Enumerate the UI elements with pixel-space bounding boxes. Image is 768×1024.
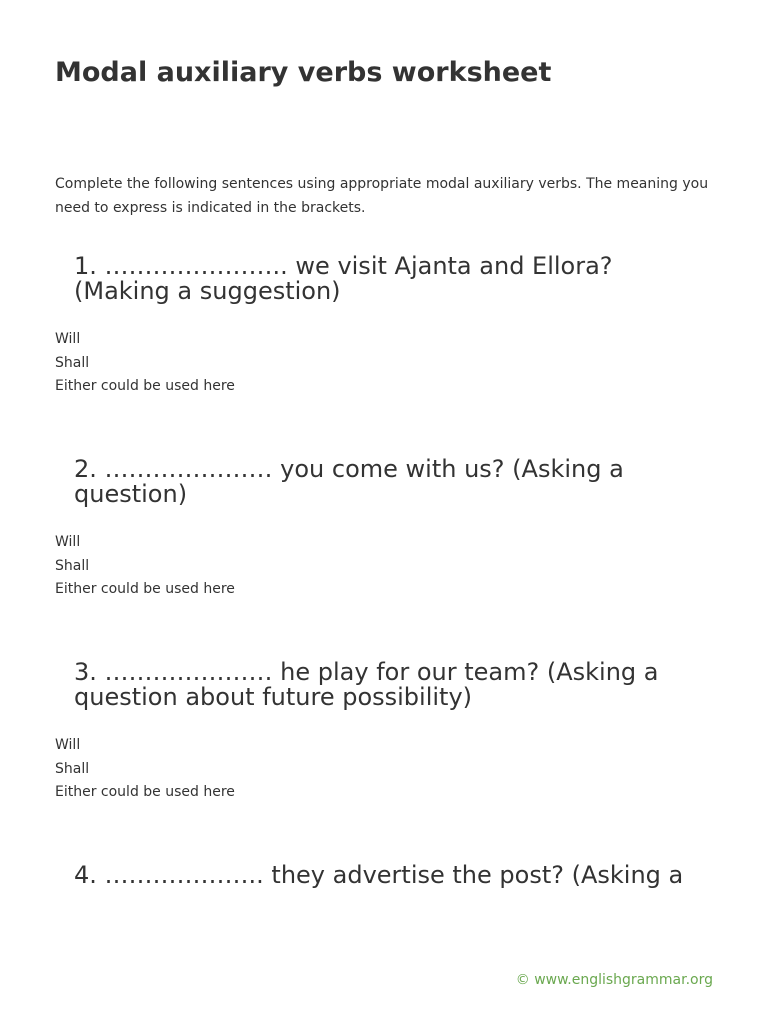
answer-option[interactable]: Will	[55, 534, 81, 550]
answer-option[interactable]: Will	[55, 737, 81, 753]
question-text: 1. ………………….. we visit Ajanta and Ellora? (Making a suggestion)	[74, 252, 613, 305]
answer-options	[55, 531, 235, 602]
answer-option[interactable]: Either could be used here	[55, 784, 235, 801]
question-text: 3. ………………… he play for our team? (Asking a question about future possibility)	[74, 658, 659, 711]
question-3	[55, 658, 715, 801]
answer-option[interactable]: Will	[55, 331, 81, 347]
answer-option[interactable]: Either could be used here	[55, 378, 235, 395]
page-title: Modal auxiliary verbs worksheet	[55, 57, 552, 88]
instructions-text: Complete the following sentences using appropriate modal auxiliary verbs. The meaning you need to express is indicated in the brackets.	[55, 176, 709, 216]
question-text: 2. ………………… you come with us? (Asking a question)	[74, 455, 624, 508]
answer-option[interactable]: Either could be used here	[55, 581, 235, 598]
copyright-link[interactable]: © www.englishgrammar.org	[515, 972, 713, 988]
question-2	[55, 455, 715, 598]
answer-options	[55, 734, 235, 805]
answer-option[interactable]: Shall	[55, 760, 90, 777]
answer-option[interactable]: Shall	[55, 557, 90, 574]
answer-options	[55, 328, 235, 399]
question-1	[55, 252, 715, 395]
answer-option[interactable]: Shall	[55, 354, 90, 371]
question-4	[55, 863, 715, 888]
question-text: 4. ……………….. they advertise the post? (Asking a	[74, 861, 684, 889]
